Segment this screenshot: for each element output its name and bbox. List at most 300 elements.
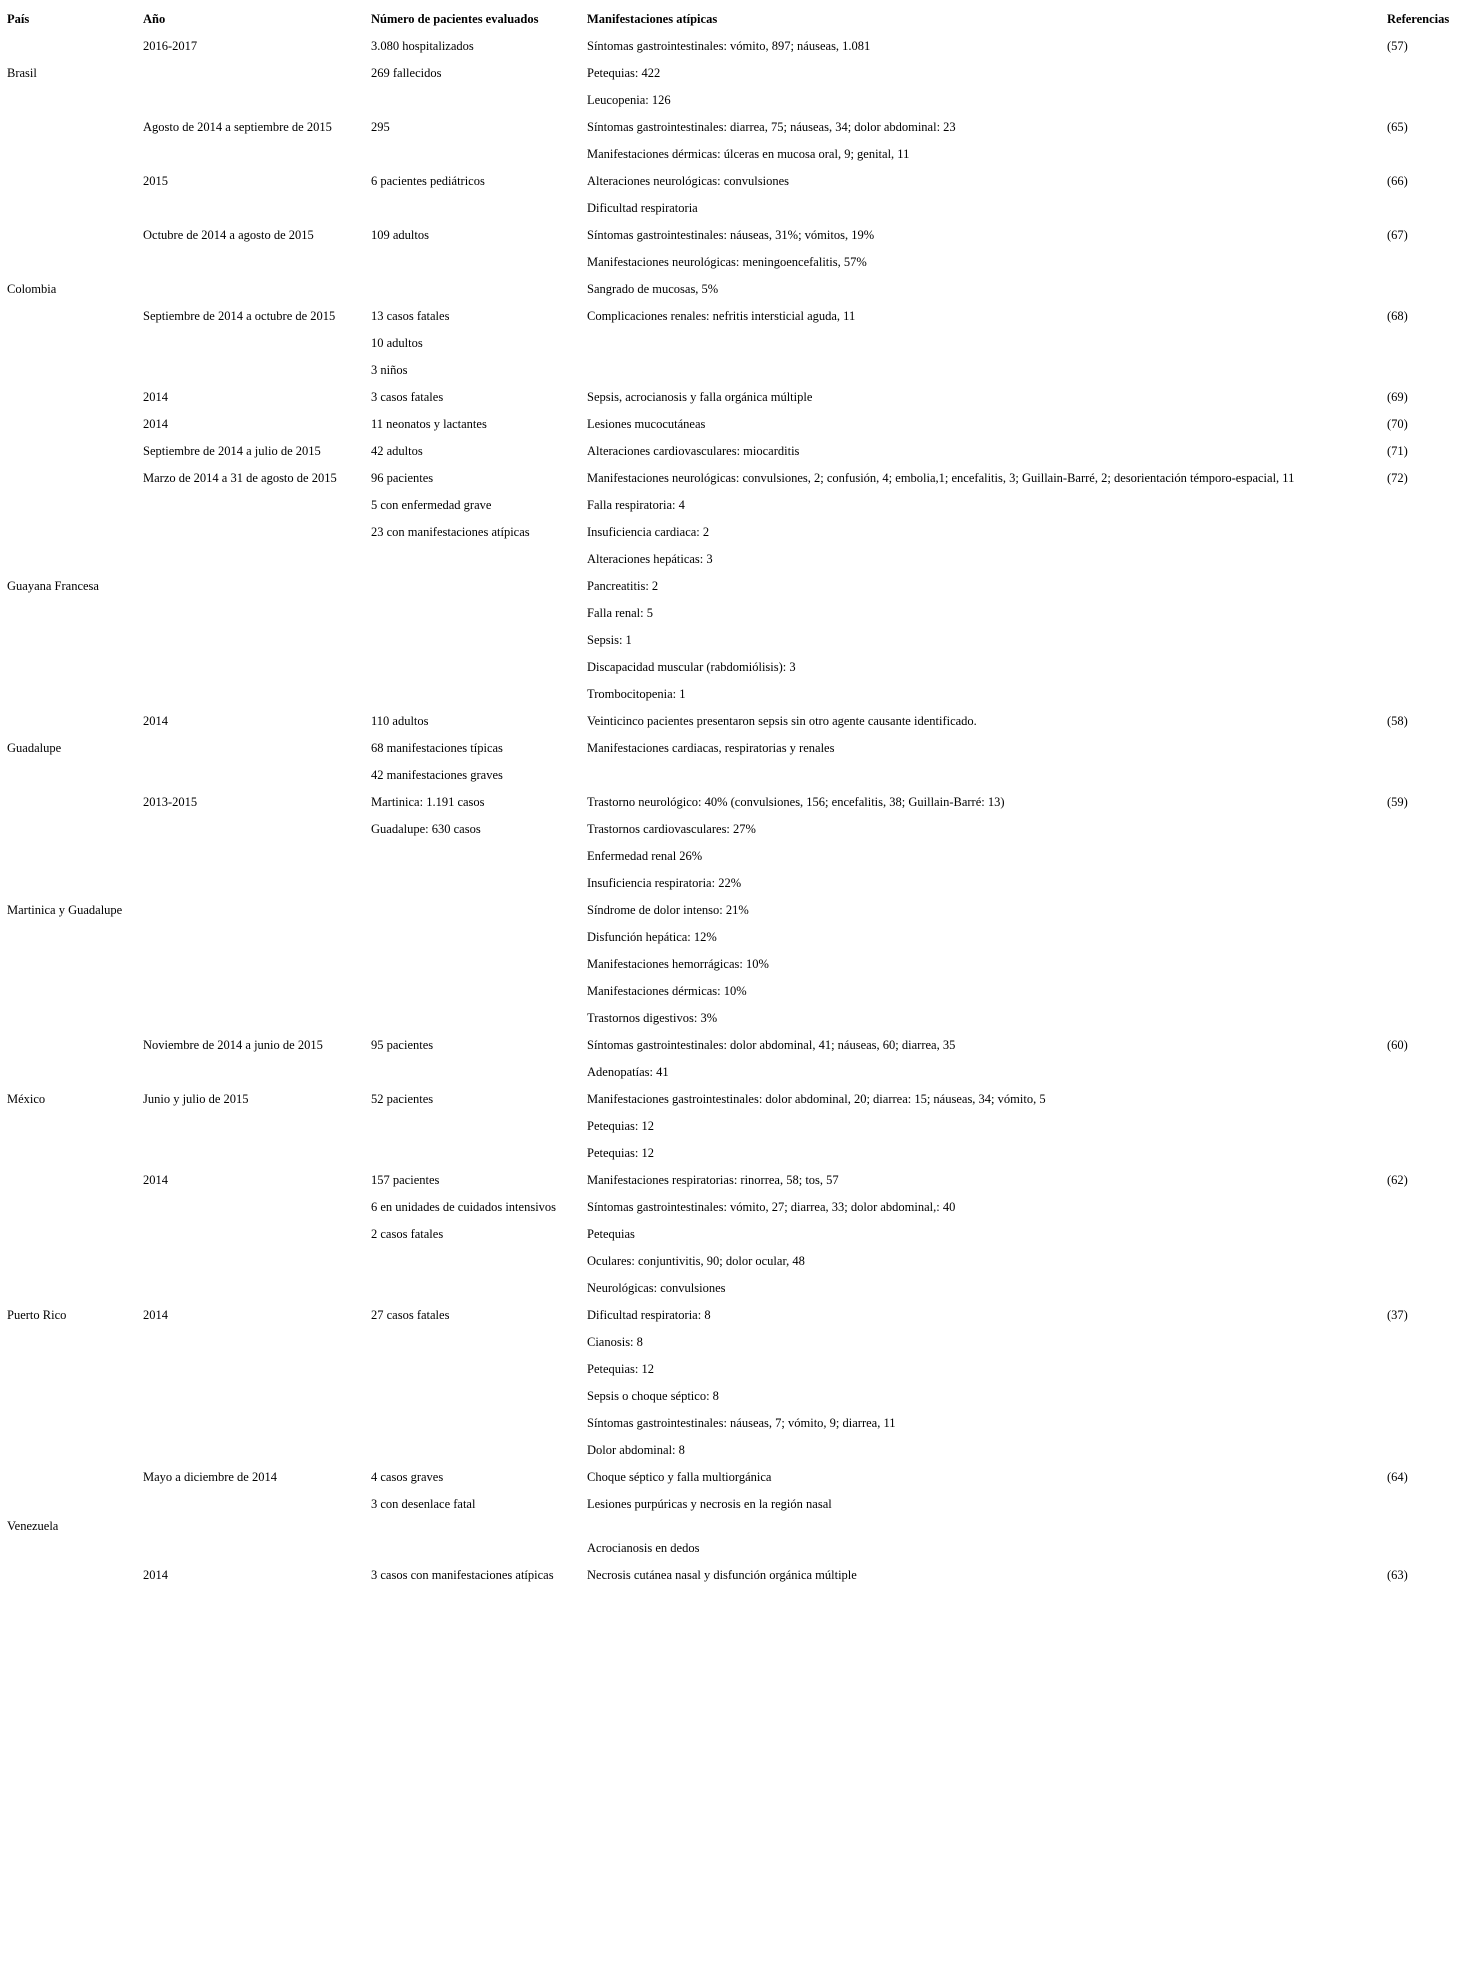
cell-patients bbox=[369, 654, 585, 681]
cell-manifestation bbox=[585, 1518, 1385, 1535]
cell-manifestation bbox=[585, 762, 1385, 789]
cell-manifestation: Manifestaciones gastrointestinales: dolor abdominal, 20; diarrea: 15; náuseas, 34; vómito, 5 bbox=[587, 1092, 1046, 1106]
cell-manifestation: Trastornos digestivos: 3% bbox=[587, 1011, 718, 1025]
cell-reference bbox=[1385, 762, 1465, 789]
table-row bbox=[5, 1437, 1465, 1464]
table-row bbox=[5, 951, 1465, 978]
table-row bbox=[5, 1167, 1465, 1194]
cell-manifestation: Petequias: 422 bbox=[587, 66, 661, 80]
table-row bbox=[5, 1356, 1465, 1383]
table-row bbox=[5, 492, 1465, 519]
cell-year: 2013-2015 bbox=[143, 795, 198, 809]
cell-country bbox=[5, 1032, 141, 1059]
cell-country: Guayana Francesa bbox=[7, 579, 99, 593]
table-row bbox=[5, 1491, 1465, 1518]
table-row bbox=[5, 1248, 1465, 1275]
cell-year: Agosto de 2014 a septiembre de 2015 bbox=[143, 120, 332, 134]
cell-country bbox=[5, 789, 141, 816]
cell-manifestation: Oculares: conjuntivitis, 90; dolor ocular, 48 bbox=[587, 1254, 805, 1268]
cell-reference bbox=[1385, 1086, 1465, 1113]
cell-manifestation: Falla respiratoria: 4 bbox=[587, 498, 685, 512]
cell-manifestation: Insuficiencia cardiaca: 2 bbox=[587, 525, 710, 539]
cell-country bbox=[5, 951, 141, 978]
cell-patients bbox=[369, 600, 585, 627]
cell-year: Junio y julio de 2015 bbox=[143, 1092, 249, 1106]
cell-year bbox=[141, 816, 369, 843]
cell-patients bbox=[369, 1329, 585, 1356]
cell-country bbox=[5, 1221, 141, 1248]
header-country: País bbox=[7, 12, 30, 26]
cell-reference bbox=[1385, 519, 1465, 546]
cell-reference bbox=[1385, 897, 1465, 924]
cell-patients bbox=[369, 195, 585, 222]
cell-reference bbox=[1385, 1113, 1465, 1140]
table-row bbox=[5, 762, 1465, 789]
cell-manifestation: Alteraciones neurológicas: convulsiones bbox=[587, 174, 790, 188]
cell-patients: 109 adultos bbox=[371, 228, 429, 242]
cell-country bbox=[5, 492, 141, 519]
cell-reference: (66) bbox=[1387, 174, 1408, 188]
table-row bbox=[5, 1005, 1465, 1032]
table-row bbox=[5, 519, 1465, 546]
cell-year bbox=[141, 924, 369, 951]
table-row bbox=[5, 789, 1465, 816]
cell-patients: 5 con enfermedad grave bbox=[371, 498, 492, 512]
cell-reference: (57) bbox=[1387, 39, 1408, 53]
cell-patients bbox=[369, 1535, 585, 1562]
cell-year: Septiembre de 2014 a octubre de 2015 bbox=[143, 309, 336, 323]
cell-year bbox=[141, 276, 369, 303]
cell-patients bbox=[369, 1140, 585, 1167]
cell-manifestation: Pancreatitis: 2 bbox=[587, 579, 659, 593]
cell-patients: 6 pacientes pediátricos bbox=[371, 174, 485, 188]
cell-country bbox=[5, 384, 141, 411]
table-row bbox=[5, 1464, 1465, 1491]
table-row bbox=[5, 222, 1465, 249]
cell-manifestation: Trastorno neurológico: 40% (convulsiones, 156; encefalitis, 38; Guillain-Barré: 13) bbox=[587, 795, 1005, 809]
cell-country bbox=[5, 195, 141, 222]
cell-manifestation: Sepsis: 1 bbox=[587, 633, 632, 647]
table-row bbox=[5, 708, 1465, 735]
cell-reference bbox=[1385, 1329, 1465, 1356]
cell-year bbox=[141, 357, 369, 384]
cell-patients: 10 adultos bbox=[371, 336, 423, 350]
table-row bbox=[5, 573, 1465, 600]
cell-manifestation: Manifestaciones respiratorias: rinorrea, 58; tos, 57 bbox=[587, 1173, 839, 1187]
cell-reference bbox=[1385, 1221, 1465, 1248]
cell-patients bbox=[369, 249, 585, 276]
cell-country bbox=[5, 141, 141, 168]
cell-manifestation: Falla renal: 5 bbox=[587, 606, 653, 620]
cell-reference bbox=[1385, 1535, 1465, 1562]
cell-reference bbox=[1385, 1356, 1465, 1383]
cell-year bbox=[141, 1437, 369, 1464]
cell-reference bbox=[1385, 627, 1465, 654]
cell-year bbox=[141, 1518, 369, 1535]
cell-reference bbox=[1385, 1491, 1465, 1518]
table-row bbox=[5, 1302, 1465, 1329]
cell-country bbox=[5, 411, 141, 438]
cell-country bbox=[5, 681, 141, 708]
cell-reference: (37) bbox=[1387, 1308, 1408, 1322]
cell-reference bbox=[1385, 1410, 1465, 1437]
cell-country bbox=[5, 33, 141, 60]
cell-reference: (64) bbox=[1387, 1470, 1408, 1484]
cell-reference: (65) bbox=[1387, 120, 1408, 134]
cell-year bbox=[141, 1535, 369, 1562]
cell-country bbox=[5, 519, 141, 546]
cell-country bbox=[5, 1059, 141, 1086]
cell-patients bbox=[369, 897, 585, 924]
cell-patients: 3 con desenlace fatal bbox=[371, 1497, 476, 1511]
cell-year bbox=[141, 60, 369, 87]
cell-patients: 269 fallecidos bbox=[371, 66, 442, 80]
cell-country bbox=[5, 114, 141, 141]
cell-patients bbox=[369, 141, 585, 168]
cell-reference: (67) bbox=[1387, 228, 1408, 242]
cell-patients bbox=[369, 1410, 585, 1437]
cell-patients: 3 casos con manifestaciones atípicas bbox=[371, 1568, 554, 1582]
cell-reference bbox=[1385, 357, 1465, 384]
cell-patients bbox=[369, 87, 585, 114]
cell-country bbox=[5, 1562, 141, 1589]
cell-patients bbox=[369, 1275, 585, 1302]
cell-year bbox=[141, 897, 369, 924]
cell-patients: 23 con manifestaciones atípicas bbox=[371, 525, 530, 539]
cell-manifestation: Manifestaciones neurológicas: meningoencefalitis, 57% bbox=[587, 255, 867, 269]
table-row bbox=[5, 1275, 1465, 1302]
table-row bbox=[5, 681, 1465, 708]
cell-country bbox=[5, 1194, 141, 1221]
cell-year bbox=[141, 627, 369, 654]
cell-manifestation: Enfermedad renal 26% bbox=[587, 849, 703, 863]
cell-country bbox=[5, 1005, 141, 1032]
cell-reference bbox=[1385, 276, 1465, 303]
table-row bbox=[5, 1059, 1465, 1086]
table-row bbox=[5, 897, 1465, 924]
cell-patients bbox=[369, 627, 585, 654]
cell-manifestation: Petequias: 12 bbox=[587, 1146, 655, 1160]
cell-patients: 295 bbox=[371, 120, 390, 134]
cell-reference bbox=[1385, 87, 1465, 114]
cell-manifestation: Choque séptico y falla multiorgánica bbox=[587, 1470, 772, 1484]
cell-country bbox=[5, 924, 141, 951]
cell-manifestation: Necrosis cutánea nasal y disfunción orgánica múltiple bbox=[587, 1568, 857, 1582]
cell-manifestation: Neurológicas: convulsiones bbox=[587, 1281, 726, 1295]
cell-manifestation: Síndrome de dolor intenso: 21% bbox=[587, 903, 749, 917]
cell-country: Guadalupe bbox=[7, 741, 62, 755]
cell-patients: 4 casos graves bbox=[371, 1470, 444, 1484]
cell-year: Mayo a diciembre de 2014 bbox=[143, 1470, 277, 1484]
table-row bbox=[5, 33, 1465, 60]
cell-country bbox=[5, 1248, 141, 1275]
cell-patients: 157 pacientes bbox=[371, 1173, 440, 1187]
table-row bbox=[5, 384, 1465, 411]
cell-country bbox=[5, 168, 141, 195]
cell-manifestation: Trombocitopenia: 1 bbox=[587, 687, 686, 701]
table-row bbox=[5, 1535, 1465, 1562]
table-row bbox=[5, 357, 1465, 384]
table-row bbox=[5, 600, 1465, 627]
cell-country bbox=[5, 1383, 141, 1410]
cell-manifestation: Síntomas gastrointestinales: vómito, 897; náuseas, 1.081 bbox=[587, 39, 871, 53]
cell-country bbox=[5, 357, 141, 384]
cell-country: Venezuela bbox=[7, 1519, 59, 1533]
table-row bbox=[5, 330, 1465, 357]
cell-country bbox=[5, 708, 141, 735]
cell-country bbox=[5, 870, 141, 897]
cell-manifestation: Manifestaciones dérmicas: 10% bbox=[587, 984, 747, 998]
cell-country bbox=[5, 222, 141, 249]
cell-manifestation: Acrocianosis en dedos bbox=[587, 1541, 700, 1555]
cell-patients bbox=[369, 924, 585, 951]
cell-reference bbox=[1385, 870, 1465, 897]
cell-year: 2016-2017 bbox=[143, 39, 198, 53]
cell-year bbox=[141, 1329, 369, 1356]
cell-patients: 2 casos fatales bbox=[371, 1227, 444, 1241]
cell-manifestation: Alteraciones cardiovasculares: miocarditis bbox=[587, 444, 800, 458]
cell-manifestation: Lesiones purpúricas y necrosis en la región nasal bbox=[587, 1497, 832, 1511]
cell-reference: (72) bbox=[1387, 471, 1408, 485]
cell-patients: 11 neonatos y lactantes bbox=[371, 417, 487, 431]
cell-year bbox=[141, 492, 369, 519]
cell-patients bbox=[369, 1005, 585, 1032]
cell-reference bbox=[1385, 1140, 1465, 1167]
cell-year bbox=[141, 195, 369, 222]
cell-manifestation: Dificultad respiratoria bbox=[587, 201, 698, 215]
cell-patients bbox=[369, 1059, 585, 1086]
cell-manifestation: Lesiones mucocutáneas bbox=[587, 417, 706, 431]
cell-patients bbox=[369, 870, 585, 897]
cell-reference bbox=[1385, 843, 1465, 870]
cell-year bbox=[141, 1491, 369, 1518]
table-row bbox=[5, 168, 1465, 195]
cell-year bbox=[141, 870, 369, 897]
cell-patients bbox=[369, 1383, 585, 1410]
cell-patients bbox=[369, 681, 585, 708]
cell-country bbox=[5, 1329, 141, 1356]
cell-manifestation: Petequias bbox=[587, 1227, 635, 1241]
cell-reference bbox=[1385, 1383, 1465, 1410]
table-row bbox=[5, 1086, 1465, 1113]
cell-year: 2014 bbox=[143, 1568, 168, 1582]
cell-manifestation bbox=[585, 357, 1385, 384]
table-row bbox=[5, 843, 1465, 870]
cell-country bbox=[5, 843, 141, 870]
table-row bbox=[5, 87, 1465, 114]
cell-year bbox=[141, 546, 369, 573]
cell-reference bbox=[1385, 600, 1465, 627]
cell-country bbox=[5, 627, 141, 654]
table-row bbox=[5, 438, 1465, 465]
cell-manifestation: Dolor abdominal: 8 bbox=[587, 1443, 685, 1457]
table-row bbox=[5, 1383, 1465, 1410]
cell-reference bbox=[1385, 1518, 1465, 1535]
cell-year bbox=[141, 1383, 369, 1410]
cell-year bbox=[141, 735, 369, 762]
cell-country bbox=[5, 1167, 141, 1194]
cell-reference bbox=[1385, 573, 1465, 600]
cell-reference bbox=[1385, 1275, 1465, 1302]
table-row bbox=[5, 978, 1465, 1005]
cell-patients bbox=[369, 1113, 585, 1140]
cell-country bbox=[5, 1491, 141, 1518]
cell-country: Martinica y Guadalupe bbox=[7, 903, 123, 917]
cell-patients: 96 pacientes bbox=[371, 471, 434, 485]
cell-country: Puerto Rico bbox=[7, 1308, 67, 1322]
header-row bbox=[5, 6, 1465, 33]
cell-country bbox=[5, 1275, 141, 1302]
cell-country: Colombia bbox=[7, 282, 57, 296]
cell-reference bbox=[1385, 1248, 1465, 1275]
cell-reference bbox=[1385, 951, 1465, 978]
cell-manifestation: Complicaciones renales: nefritis intersticial aguda, 11 bbox=[587, 309, 856, 323]
cell-patients bbox=[369, 1356, 585, 1383]
cell-country: México bbox=[7, 1092, 46, 1106]
cell-year bbox=[141, 600, 369, 627]
table-row bbox=[5, 546, 1465, 573]
cell-manifestation: Síntomas gastrointestinales: diarrea, 75; náuseas, 34; dolor abdominal: 23 bbox=[587, 120, 956, 134]
cell-patients bbox=[369, 546, 585, 573]
cell-patients: 3.080 hospitalizados bbox=[371, 39, 474, 53]
cell-manifestation: Alteraciones hepáticas: 3 bbox=[587, 552, 713, 566]
cell-patients: 68 manifestaciones típicas bbox=[371, 741, 503, 755]
cell-manifestation: Manifestaciones neurológicas: convulsiones, 2; confusión, 4; embolia,1; encefalitis, 3; Guillain-Barré, 2; desorientación témporo-espacial, 11 bbox=[587, 471, 1295, 485]
cell-year: Octubre de 2014 a agosto de 2015 bbox=[143, 228, 314, 242]
cell-patients: 3 casos fatales bbox=[371, 390, 444, 404]
cell-manifestation: Dificultad respiratoria: 8 bbox=[587, 1308, 711, 1322]
cell-reference bbox=[1385, 249, 1465, 276]
cell-year bbox=[141, 843, 369, 870]
cell-year bbox=[141, 519, 369, 546]
cell-patients bbox=[369, 1518, 585, 1535]
cell-year bbox=[141, 330, 369, 357]
cell-year bbox=[141, 1113, 369, 1140]
table-row bbox=[5, 1221, 1465, 1248]
table-row bbox=[5, 465, 1465, 492]
cell-manifestation: Síntomas gastrointestinales: náuseas, 7; vómito, 9; diarrea, 11 bbox=[587, 1416, 896, 1430]
table-header bbox=[5, 6, 1465, 33]
cell-manifestation: Insuficiencia respiratoria: 22% bbox=[587, 876, 742, 890]
cell-patients bbox=[369, 276, 585, 303]
cell-year: 2015 bbox=[143, 174, 168, 188]
cell-country bbox=[5, 1140, 141, 1167]
cell-country bbox=[5, 438, 141, 465]
cell-year bbox=[141, 654, 369, 681]
table-row bbox=[5, 924, 1465, 951]
cell-manifestation: Disfunción hepática: 12% bbox=[587, 930, 717, 944]
cell-manifestation: Síntomas gastrointestinales: vómito, 27; diarrea, 33; dolor abdominal,: 40 bbox=[587, 1200, 956, 1214]
cell-year bbox=[141, 1194, 369, 1221]
table-row bbox=[5, 654, 1465, 681]
table-row bbox=[5, 60, 1465, 87]
cell-year bbox=[141, 951, 369, 978]
cell-reference: (62) bbox=[1387, 1173, 1408, 1187]
cell-reference bbox=[1385, 1437, 1465, 1464]
table-row bbox=[5, 411, 1465, 438]
cell-year bbox=[141, 1059, 369, 1086]
cell-reference bbox=[1385, 60, 1465, 87]
header-manifestations: Manifestaciones atípicas bbox=[587, 12, 718, 26]
cell-manifestation: Sepsis o choque séptico: 8 bbox=[587, 1389, 719, 1403]
cell-reference bbox=[1385, 1059, 1465, 1086]
cell-manifestation: Petequias: 12 bbox=[587, 1362, 655, 1376]
cell-reference bbox=[1385, 816, 1465, 843]
table-row bbox=[5, 1410, 1465, 1437]
cell-year bbox=[141, 1410, 369, 1437]
cell-reference: (70) bbox=[1387, 417, 1408, 431]
cell-manifestation: Leucopenia: 126 bbox=[587, 93, 671, 107]
cell-reference bbox=[1385, 492, 1465, 519]
cell-patients: 6 en unidades de cuidados intensivos bbox=[371, 1200, 557, 1214]
cell-manifestation: Sangrado de mucosas, 5% bbox=[587, 282, 719, 296]
cell-year bbox=[141, 1356, 369, 1383]
cell-reference: (58) bbox=[1387, 714, 1408, 728]
cell-country bbox=[5, 87, 141, 114]
cell-country bbox=[5, 654, 141, 681]
cell-reference: (63) bbox=[1387, 1568, 1408, 1582]
cell-patients bbox=[369, 1248, 585, 1275]
cell-manifestation: Trastornos cardiovasculares: 27% bbox=[587, 822, 756, 836]
cell-patients: 27 casos fatales bbox=[371, 1308, 450, 1322]
cell-reference bbox=[1385, 978, 1465, 1005]
cell-manifestation: Adenopatías: 41 bbox=[587, 1065, 669, 1079]
cell-reference: (71) bbox=[1387, 444, 1408, 458]
cell-reference bbox=[1385, 735, 1465, 762]
cell-year bbox=[141, 762, 369, 789]
table-row bbox=[5, 195, 1465, 222]
table-row bbox=[5, 1562, 1465, 1589]
cell-year bbox=[141, 141, 369, 168]
cell-year: 2014 bbox=[143, 714, 168, 728]
header-patients: Número de pacientes evaluados bbox=[371, 12, 539, 26]
cell-year bbox=[141, 1140, 369, 1167]
cell-patients: 42 adultos bbox=[371, 444, 423, 458]
cell-manifestation: Manifestaciones cardiacas, respiratorias y renales bbox=[587, 741, 835, 755]
cell-country bbox=[5, 1437, 141, 1464]
cell-patients bbox=[369, 573, 585, 600]
table-row bbox=[5, 735, 1465, 762]
cell-country bbox=[5, 1356, 141, 1383]
table-row bbox=[5, 276, 1465, 303]
table-row bbox=[5, 870, 1465, 897]
cell-reference: (59) bbox=[1387, 795, 1408, 809]
cell-patients: 52 pacientes bbox=[371, 1092, 434, 1106]
table-row bbox=[5, 1194, 1465, 1221]
cell-year bbox=[141, 1005, 369, 1032]
cell-year: Marzo de 2014 a 31 de agosto de 2015 bbox=[143, 471, 337, 485]
cell-country bbox=[5, 978, 141, 1005]
cell-country bbox=[5, 1410, 141, 1437]
cell-reference bbox=[1385, 654, 1465, 681]
cell-country: Brasil bbox=[7, 66, 37, 80]
cell-reference: (68) bbox=[1387, 309, 1408, 323]
table-row bbox=[5, 1518, 1465, 1535]
cell-manifestation: Discapacidad muscular (rabdomiólisis): 3 bbox=[587, 660, 796, 674]
cell-year bbox=[141, 249, 369, 276]
table-row bbox=[5, 816, 1465, 843]
table-row bbox=[5, 1032, 1465, 1059]
cell-patients bbox=[369, 978, 585, 1005]
cell-manifestation bbox=[585, 330, 1385, 357]
cell-year bbox=[141, 1275, 369, 1302]
header-year: Año bbox=[143, 12, 166, 26]
cell-year bbox=[141, 1248, 369, 1275]
cell-reference bbox=[1385, 1194, 1465, 1221]
table-row bbox=[5, 1329, 1465, 1356]
cell-year bbox=[141, 573, 369, 600]
table-row bbox=[5, 627, 1465, 654]
